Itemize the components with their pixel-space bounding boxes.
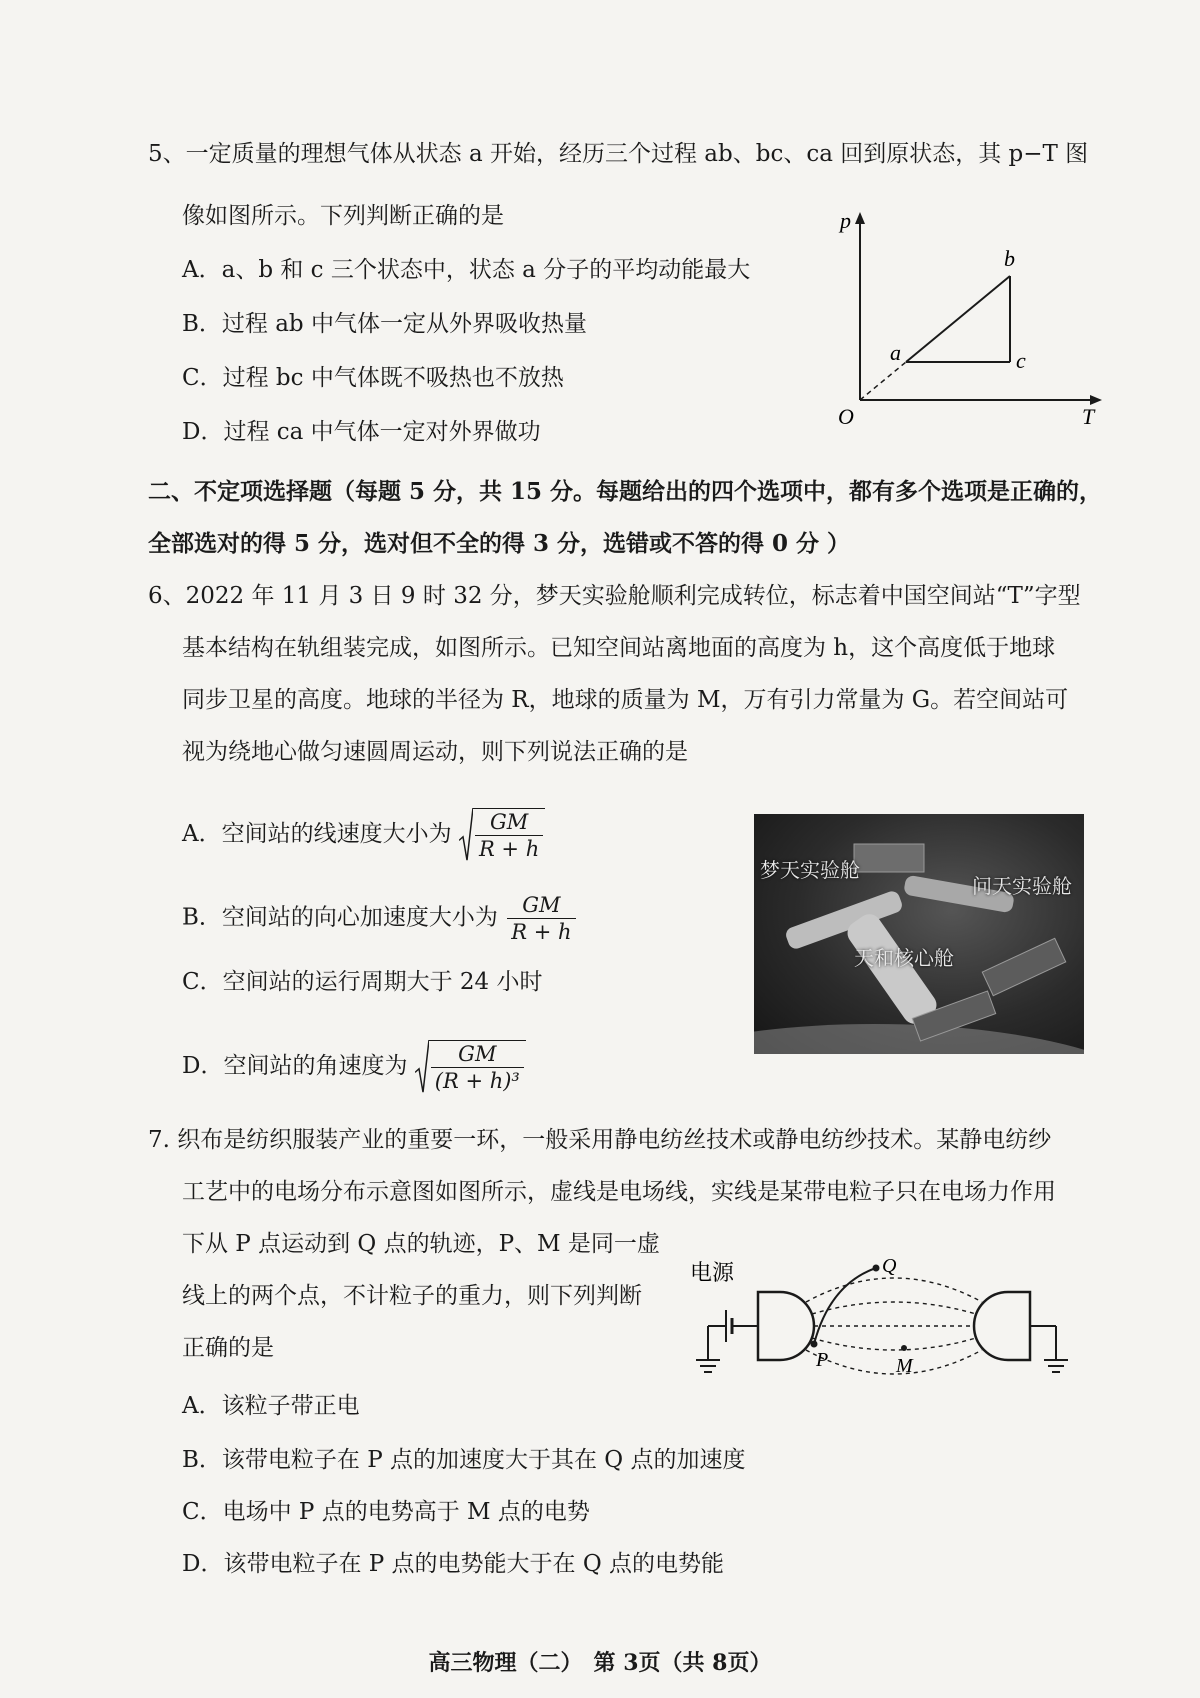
q7-option-c: C．电场中 P 点的电势高于 M 点的电势 [182,1499,590,1525]
q5-line2: 像如图所示。下列判断正确的是 [182,203,504,229]
frac-denominator: R + h [475,835,543,862]
q5-line1: 5、一定质量的理想气体从状态 a 开始，经历三个过程 ab、bc、ca 回到原状态，其 p−T 图 [148,141,1089,167]
graph-t-label: T [1082,404,1095,429]
q7-option-d: D．该带电粒子在 P 点的电势能大于在 Q 点的电势能 [182,1551,725,1577]
q6-option-c: C．空间站的运行周期大于 24 小时 [182,969,543,995]
q6-line2: 基本结构在轨组装完成，如图所示。已知空间站离地面的高度为 h，这个高度低于地球 [182,635,1056,661]
frac-denominator: R + h [507,918,575,945]
q6-line3: 同步卫星的高度。地球的半径为 R，地球的质量为 M，万有引力常量为 G。若空间站可 [182,687,1069,713]
q7-option-b: B．该带电粒子在 P 点的加速度大于其在 Q 点的加速度 [182,1447,746,1473]
frac-numerator: GM [489,810,529,834]
graph-point-a: a [890,340,901,365]
q6-option-d [182,1040,526,1094]
point-p-label: P [816,1349,829,1371]
q6-line4: 视为绕地心做匀速圆周运动，则下列说法正确的是 [182,739,688,765]
radical-sign [459,808,473,862]
q6-line1: 6、2022 年 11 月 3 日 9 时 32 分，梦天实验舱顺利完成转位，标志着中国空间站“T”字型 [148,583,1081,609]
point-m-label: M [896,1355,913,1377]
q5-option-b: B．过程 ab 中气体一定从外界吸收热量 [182,311,587,337]
q5-option-d: D．过程 ca 中气体一定对外界做功 [182,419,541,445]
section2-line1: 二、不定项选择题（每题 5 分，共 15 分。每题给出的四个选项中，都有多个选项是正确的， [148,478,1103,505]
q6-option-a-text: A．空间站的线速度大小为 [182,821,452,847]
frac-numerator: GM [458,1042,497,1066]
frac-denominator: (R + h)³ [431,1067,524,1094]
section2-line2: 全部选对的得 5 分，选对但不全的得 3 分，选错或不答的得 0 分 ） [148,530,851,557]
label-wentian: 问天实验舱 [972,874,1072,898]
q7-line3: 下从 P 点运动到 Q 点的轨迹，P、M 是同一虚 [182,1231,660,1257]
space-station-photo [754,814,1084,1054]
q7-line1: 7. 织布是纺织服装产业的重要一环，一般采用静电纺丝技术或静电纺纱技术。某静电纺纱 [148,1127,1052,1153]
q7-option-a: A．该粒子带正电 [182,1393,360,1419]
q6-option-b-text: B．空间站的向心加速度大小为 [182,904,498,931]
page-footer: 高三物理（二） 第 3页（共 8页） [428,1650,772,1676]
graph-point-b: b [1004,246,1015,271]
radical-sign [415,1040,429,1094]
q7-line2: 工艺中的电场分布示意图如图所示，虚线是电场线，实线是某带电粒子只在电场力作用 [182,1179,1056,1205]
q6-option-b [182,892,578,945]
point-q-label: Q [882,1255,897,1277]
q5-option-a: A．a、b 和 c 三个状态中，状态 a 分子的平均动能最大 [182,257,751,283]
q6-option-a [182,808,545,862]
graph-point-c: c [1016,348,1026,373]
electric-field-diagram [690,1244,1090,1384]
label-tianhe: 天和核心舱 [854,946,954,970]
graph-p-label: p [840,210,851,233]
q5-option-c: C．过程 bc 中气体既不吸热也不放热 [182,365,564,391]
q7-line4: 线上的两个点，不计粒子的重力，则下列判断 [182,1283,642,1309]
q7-line5: 正确的是 [182,1335,274,1361]
sqrt-expression [459,808,545,862]
q6-option-d-text: D．空间站的角速度为 [182,1053,408,1079]
sqrt-expression [415,1040,526,1094]
frac-numerator: GM [522,893,561,917]
pt-graph [820,210,1110,430]
graph-origin-label: O [838,404,854,429]
space-station-illustration [754,814,1084,1054]
label-mengtian: 梦天实验舱 [760,858,860,882]
power-source-label: 电源 [690,1260,735,1285]
